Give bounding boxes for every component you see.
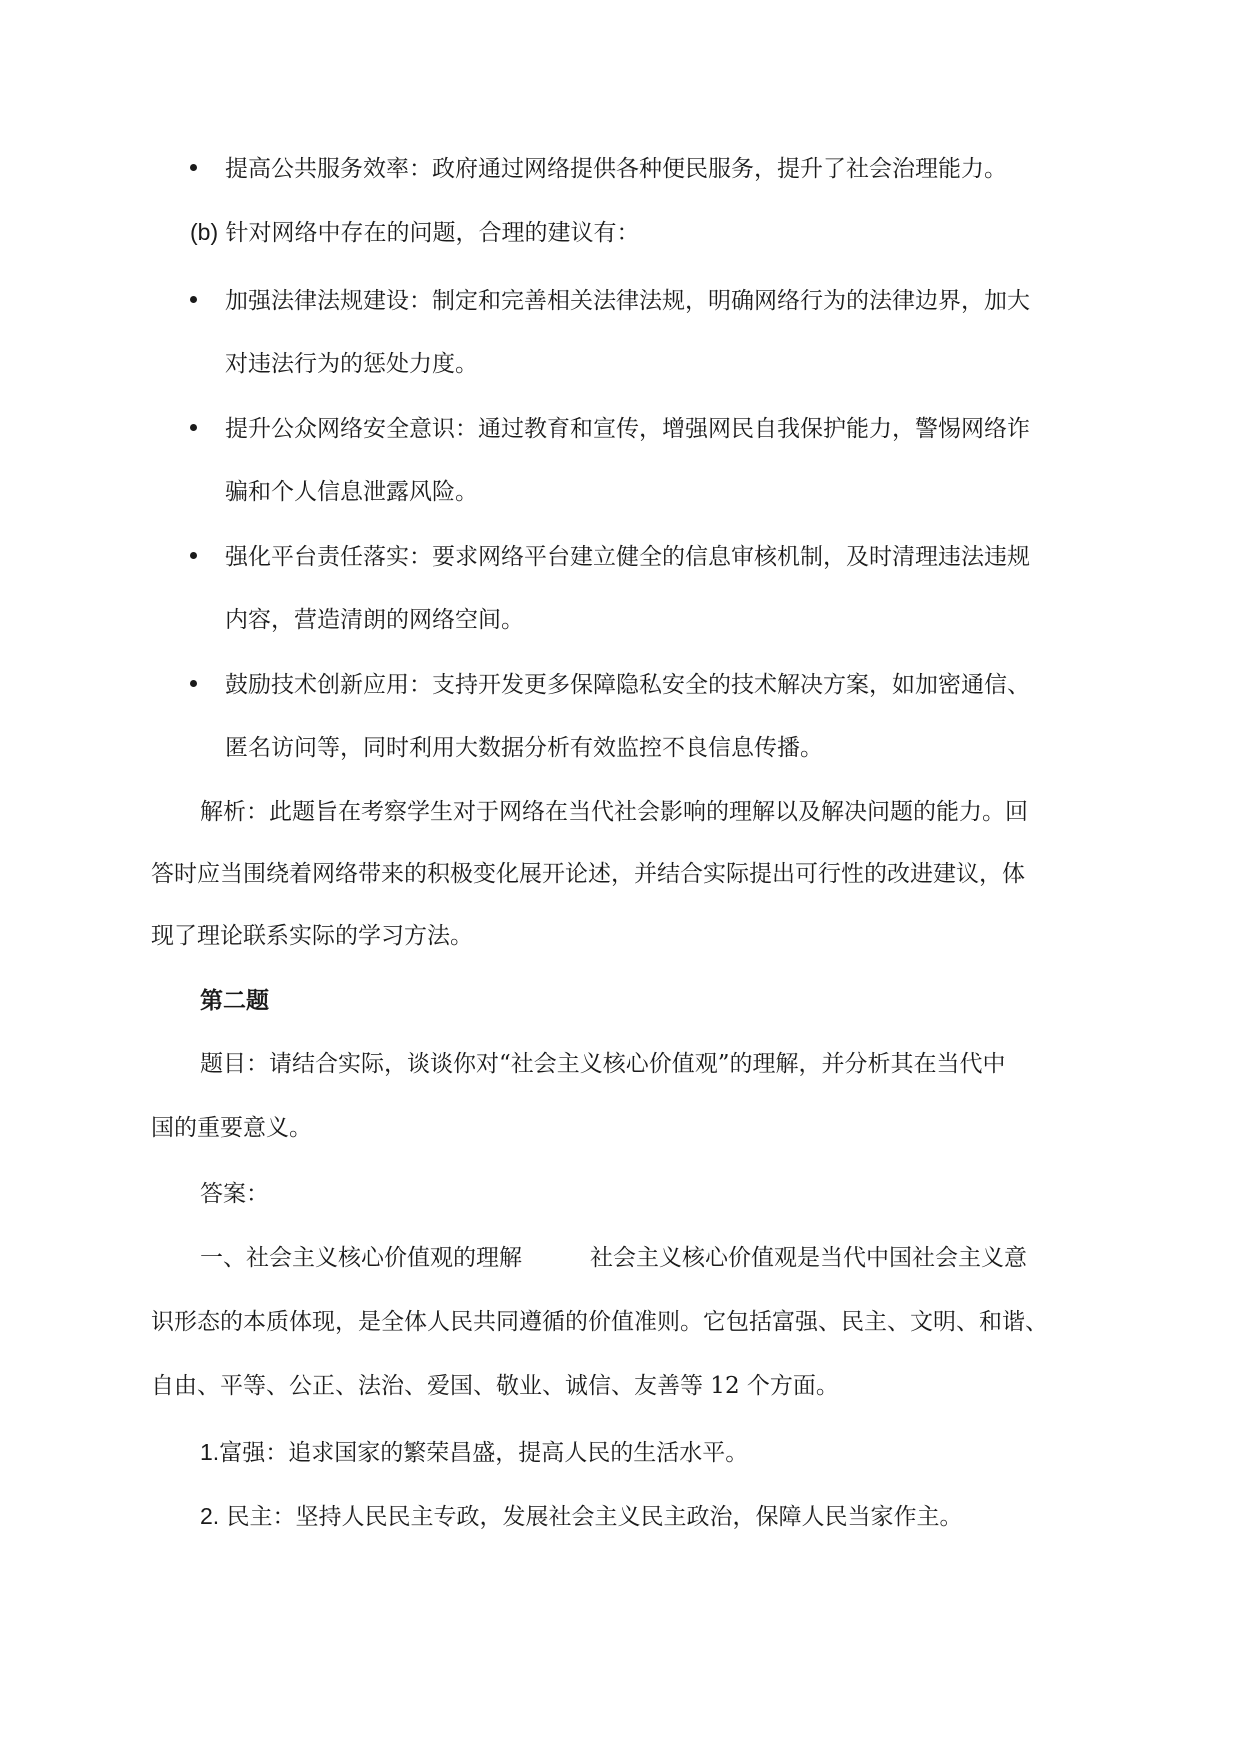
analysis-line2: 答时应当围绕着网络带来的积极变化展开论述，并结合实际提出可行性的改进建议，体 bbox=[151, 861, 1025, 887]
item-text: 民主：坚持人民民主专政，发展社会主义民主政治，保障人民当家作主。 bbox=[219, 1504, 963, 1530]
bullet-dot bbox=[190, 424, 197, 431]
bullet-law-line1: 加强法律法规建设：制定和完善相关法律法规，明确网络行为的法律边界，加大 bbox=[225, 288, 1030, 314]
item-fuqiang bbox=[200, 1420, 748, 1486]
item-number: 1. bbox=[200, 1439, 220, 1465]
bullet-dot bbox=[190, 296, 197, 303]
section1-line1 bbox=[200, 1226, 1027, 1291]
part-b-intro-line bbox=[190, 200, 639, 266]
question2-prompt-line1: 题目：请结合实际，谈谈你对“社会主义核心价值观”的理解，并分析其在当代中 bbox=[200, 1051, 1006, 1077]
part-b-marker: (b) bbox=[190, 219, 219, 245]
bullet-security-line2: 骗和个人信息泄露风险。 bbox=[225, 479, 478, 505]
item-number: 2. bbox=[200, 1503, 220, 1529]
part-b-intro: 针对网络中存在的问题，合理的建议有： bbox=[225, 220, 640, 246]
item-text: 富强：追求国家的繁荣昌盛，提高人民的生活水平。 bbox=[219, 1440, 749, 1466]
question2-heading: 第二题 bbox=[200, 987, 269, 1014]
bullet-platform-line2: 内容，营造清朗的网络空间。 bbox=[225, 607, 524, 633]
bullet-security-line1: 提升公众网络安全意识：通过教育和宣传，增强网民自我保护能力，警惕网络诈 bbox=[225, 416, 1030, 442]
bullet-tech-line1: 鼓励技术创新应用：支持开发更多保障隐私安全的技术解决方案，如加密通信、 bbox=[225, 672, 1030, 698]
answer-label: 答案： bbox=[200, 1181, 269, 1207]
bullet-dot bbox=[190, 164, 197, 171]
bullet-dot bbox=[190, 552, 197, 559]
section1-line3: 自由、平等、公正、法治、爱国、敬业、诚信、友善等 12 个方面。 bbox=[151, 1373, 839, 1399]
analysis-line3: 现了理论联系实际的学习方法。 bbox=[151, 923, 473, 949]
bullet-public-service: 提高公共服务效率：政府通过网络提供各种便民服务，提升了社会治理能力。 bbox=[225, 156, 1007, 182]
section1-text-start: 社会主义核心价值观是当代中国社会主义意 bbox=[590, 1245, 1027, 1271]
question2-prompt-line2: 国的重要意义。 bbox=[151, 1115, 312, 1141]
bullet-platform-line1: 强化平台责任落实：要求网络平台建立健全的信息审核机制，及时清理违法违规 bbox=[225, 544, 1030, 570]
bullet-tech-line2: 匿名访问等，同时利用大数据分析有效监控不良信息传播。 bbox=[225, 735, 823, 761]
section1-line2: 识形态的本质体现，是全体人民共同遵循的价值准则。它包括富强、民主、文明、和谐、 bbox=[151, 1309, 1048, 1335]
bullet-dot bbox=[190, 680, 197, 687]
section1-title: 一、社会主义核心价值观的理解 bbox=[200, 1245, 522, 1271]
analysis-line1: 解析：此题旨在考察学生对于网络在当代社会影响的理解以及解决问题的能力。回 bbox=[200, 799, 1028, 825]
bullet-law-line2: 对违法行为的惩处力度。 bbox=[225, 351, 478, 377]
item-minzhu bbox=[200, 1484, 963, 1550]
